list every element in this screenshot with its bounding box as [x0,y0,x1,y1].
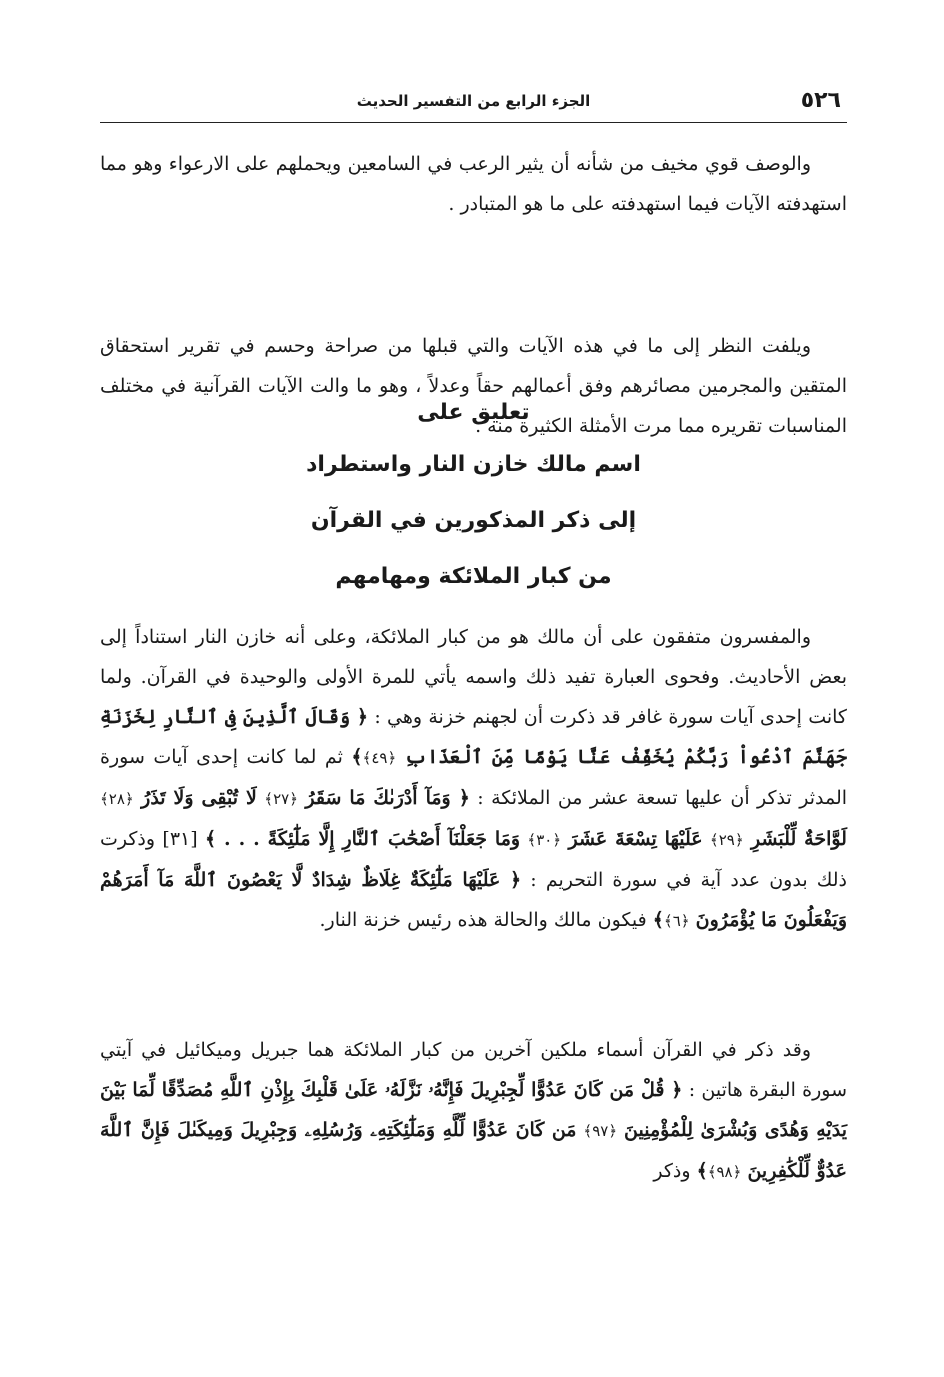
prose-text: وذكر [653,1160,691,1182]
ayah-number: ﴿٩٨﴾ [707,1163,742,1181]
paragraph-jibril-mikail [100,1030,847,1192]
page-number: ٥٢٦ [800,88,841,113]
quran-quote-tahrim: ﴿ عَلَيْهَا مَلَٰٓئِكَةٌ غِلَاظٌ شِدَادٌ لَّا يَعْصُونَ ٱللَّهَ مَآ أَمَرَهُمْ وَيَفْعَلُونَ مَا يُؤْمَرُونَ [100,869,847,931]
quran-quote-baqara: ﴿ قُلْ مَن كَانَ عَدُوًّا لِّجِبْرِيلَ فَإِنَّهُۥ نَزَّلَهُۥ عَلَىٰ قَلْبِكَ بِإِذْنِ ٱللَّهِ مُصَدِّقًا لِّمَا بَيْنَ يَدَيْهِ وَهُدًى وَبُشْرَىٰ لِلْمُؤْمِنِينَ [100,1079,847,1141]
quran-quote-muddaththir: وَمَا جَعَلْنَآ أَصْحَٰبَ ٱلنَّارِ إِلَّا مَلَٰٓئِكَةً . . . ﴾ [205,828,521,850]
quran-quote-close: ﴾ [351,746,363,768]
section-heading-line-2: اسم مالك خازن النار واستطراد [306,452,641,477]
book-page [100,80,847,1320]
ayah-number: ﴿٢٩﴾ [709,831,744,849]
quran-quote-close: ﴾ [696,1160,708,1182]
quran-quote-ghafir: ﴿ وَقَالَ ٱلَّذِينَ فِى ٱلنَّارِ لِخَزَنَةِ جَهَنَّمَ ٱدْعُواْ رَبَّكُمْ يُخَفِّفْ عَنَّا يَوْمًا مِّنَ ٱلْعَذَابِ [100,706,847,768]
paragraph-observation [100,326,847,446]
quran-quote-muddaththir: لَا تُبْقِى وَلَا تَذَرُ [141,787,257,809]
prose-text: وقد ذكر في القرآن أسماء ملكين آخرين من كبار الملائكة هما جبريل وميكائيل في آيتي سورة البقرة هاتين : [100,1039,848,1101]
paragraph-text: ويلفت النظر إلى ما في هذه الآيات والتي قبلها من صراحة وحسم في تقرير استحقاق المتقين والمجرمين مصائرهم وفق أعمالهم حقاً وعدلاً ، وهو ما والت الآيات القرآنية في مختلف المناسبات تقريره مما مرت الأمثلة الكثيرة منه . [100,335,847,437]
prose-text: فيكون مالك والحالة هذه رئيس خزنة النار. [319,909,647,931]
running-header [100,80,847,123]
quran-quote-muddaththir: لَوَّاحَةٌ لِّلْبَشَرِ [750,828,847,850]
ayah-number: ﴿٩٧﴾ [583,1122,618,1140]
section-heading-line-4: من كبار الملائكة ومهامهم [335,564,612,589]
section-heading-line-1: تعليق على [417,400,530,425]
quran-quote-muddaththir: ﴿ وَمَآ أَدْرَىٰكَ مَا سَقَرُ [305,787,470,809]
quran-quote-baqara: مَن كَانَ عَدُوًّا لِّلَّهِ وَمَلَٰٓئِكَتِهِۦ وَرُسُلِهِۦ وَجِبْرِيلَ وَمِيكَىٰلَ فَإِنَّ ٱللَّهَ عَدُوٌّ لِّلْكَٰفِرِينَ [100,1119,847,1182]
paragraph-malik [100,617,847,941]
paragraph-description [100,144,847,224]
ayah-number: ﴿٦﴾ [663,912,690,930]
header-title: الجزء الرابع من التفسير الحديث [356,92,591,110]
ayah-number: ﴿٤٩﴾ [362,749,397,767]
quran-quote-close: ﴾ [652,909,664,931]
section-heading-line-3: إلى ذكر المذكورين في القرآن [310,508,637,533]
ayah-number: ﴿٣٠﴾ [527,831,562,849]
prose-text: [٣١] وذكرت ذلك بدون عدد آية في سورة التحريم : [100,828,847,891]
quran-quote-muddaththir: عَلَيْهَا تِسْعَةَ عَشَرَ [568,828,703,850]
prose-text: ثم لما كانت إحدى آيات سورة المدثر تذكر أن عليها تسعة عشر من الملائكة : [100,746,848,809]
paragraph-text: والوصف قوي مخيف من شأنه أن يثير الرعب في السامعين ويحملهم على الارعواء وهو مما استهدفته الآيات فيما استهدفته على ما هو المتبادر . [100,153,847,215]
ayah-number: ﴿٢٨﴾ [100,790,134,808]
ayah-number: ﴿٢٧﴾ [264,790,298,808]
prose-text: والمفسرون متفقون على أن مالك هو من كبار الملائكة، وعلى أنه خازن النار استناداً إلى بعض الأحاديث. وفحوى العبارة تفيد ذلك واسمه يأتي للمرة الأولى والوحيدة في القرآن. ولما كانت إحدى آيات سورة غافر قد ذكرت أن لجهنم خزنة وهي : [100,626,847,728]
